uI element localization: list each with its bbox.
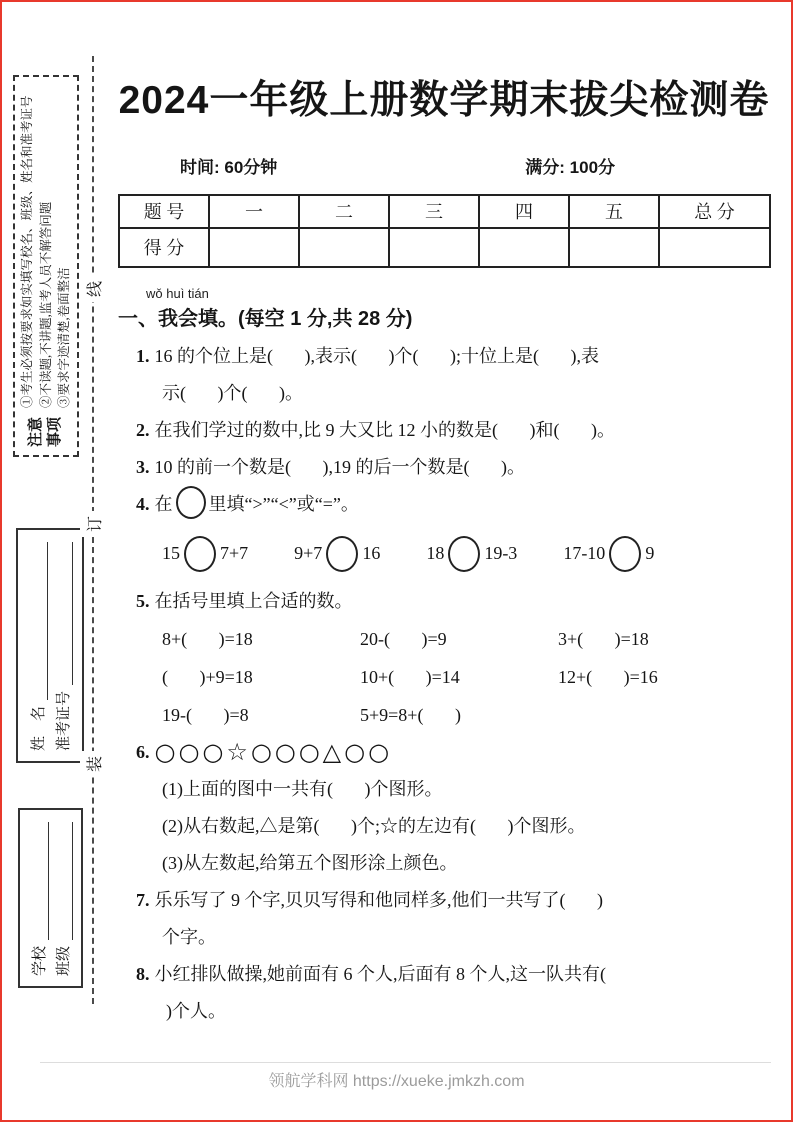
class-fill-line — [52, 822, 73, 976]
school-fill-line — [28, 822, 49, 976]
question-text: 个字。 — [162, 926, 216, 947]
sub-question: (2)从右数起,△是第( )个;☆的左边有( )个图形。 — [162, 815, 586, 836]
question-5 — [136, 583, 770, 734]
question-number: 5. — [136, 590, 150, 611]
binding-char-ding: 订 — [80, 511, 106, 537]
score-cell — [479, 228, 569, 267]
exam-no-blank — [57, 542, 74, 685]
comparison-circle-blank — [176, 486, 206, 519]
comparison-circle-blank — [448, 536, 480, 572]
question-8 — [136, 956, 770, 1030]
class-blank — [57, 822, 74, 940]
score-cell — [209, 228, 299, 267]
full-score: 满分: 100分 — [525, 157, 616, 177]
score-table-header: 总 分 — [659, 195, 770, 228]
comparison-left: 17-10 — [563, 543, 606, 564]
comparison-item — [294, 535, 380, 572]
question-7 — [136, 882, 770, 956]
score-table-score-row — [119, 228, 770, 267]
comparison-left: 9+7 — [294, 543, 323, 564]
question-list — [118, 338, 770, 1030]
score-table-header: 题 号 — [119, 195, 209, 228]
comparison-right: 7+7 — [220, 543, 249, 564]
footer-divider — [40, 1062, 771, 1063]
school-blank — [32, 822, 49, 940]
score-cell — [389, 228, 479, 267]
score-table-header: 五 — [569, 195, 659, 228]
question-text: 10 的前一个数是( ),19 的后一个数是( )。 — [154, 456, 525, 477]
question-1 — [136, 338, 770, 412]
question-6 — [136, 734, 770, 882]
score-table-header: 四 — [479, 195, 569, 228]
score-table-header-row — [119, 195, 770, 228]
name-field-box — [16, 528, 84, 763]
binding-char-zhuang: 装 — [80, 751, 106, 777]
exam-paper — [118, 78, 770, 1030]
question-number: 6. — [136, 741, 150, 762]
time-limit: 时间: 60分钟 — [180, 157, 278, 177]
question-number: 4. — [136, 493, 150, 514]
score-table-header: 二 — [299, 195, 389, 228]
school-field-box — [18, 808, 83, 988]
shape-sequence: ○○○☆○○○△○○ — [154, 737, 393, 766]
score-row-label: 得 分 — [119, 228, 209, 267]
comparison-item — [426, 535, 517, 572]
question-text: )个人。 — [166, 1000, 226, 1021]
footer-site-link[interactable]: 领航学科网 https://xueke.jmkzh.com — [268, 1073, 525, 1090]
name-label: 姓 名 — [30, 705, 47, 751]
comparison-right: 9 — [645, 543, 655, 564]
sub-question: (1)上面的图中一共有( )个图形。 — [162, 778, 443, 799]
question-4 — [136, 486, 770, 578]
question-text: 里填“>”“<”或“=”。 — [208, 493, 359, 514]
question-number: 3. — [136, 456, 150, 477]
comparison-item — [162, 535, 248, 572]
question-number: 1. — [136, 345, 150, 366]
question-number: 2. — [136, 419, 150, 440]
notice-item: ①考生必须按要求如实填写校名、班级、姓名和准考证号 — [19, 95, 34, 408]
comparison-item — [563, 535, 654, 572]
notice-label-line1: 注意 — [28, 416, 45, 447]
score-table-header: 一 — [209, 195, 299, 228]
equation: 20-( )=9 — [360, 628, 447, 649]
question-text: 示( )个( )。 — [162, 382, 303, 403]
question-text: 小红排队做操,她前面有 6 个人,后面有 8 个人,这一队共有( — [154, 963, 606, 984]
question-text: 16 的个位上是( ),表示( )个( );十位上是( ),表 — [154, 345, 599, 366]
exam-info-row — [118, 153, 770, 178]
equation: 12+( )=16 — [558, 666, 658, 687]
comparison-circle-blank — [326, 536, 358, 572]
notice-label-line2: 事项 — [47, 416, 63, 447]
question-text: 在括号里填上合适的数。 — [154, 590, 353, 611]
score-table-header: 三 — [389, 195, 479, 228]
equation-row — [136, 620, 770, 658]
equation-row — [136, 658, 770, 696]
question-3 — [136, 449, 770, 486]
comparison-circle-blank — [609, 536, 641, 572]
comparison-right: 19-3 — [484, 543, 518, 564]
equation: 19-( )=8 — [162, 704, 249, 725]
equation: 10+( )=14 — [360, 666, 460, 687]
sub-question: (3)从左数起,给第五个图形涂上颜色。 — [162, 852, 458, 873]
question-number: 8. — [136, 963, 150, 984]
comparison-right: 16 — [362, 543, 381, 564]
score-cell — [659, 228, 770, 267]
page-title: 2024一年级上册数学期末拔尖检测卷 — [118, 79, 770, 122]
comparison-left: 18 — [426, 543, 445, 564]
class-label: 班级 — [56, 945, 73, 976]
comparison-row — [162, 530, 770, 578]
notice-item: ③要求字迹清楚,卷面整洁 — [57, 267, 72, 408]
equation: ( )+9=18 — [162, 666, 253, 687]
question-number: 7. — [136, 889, 150, 910]
score-cell — [299, 228, 389, 267]
binding-char-xian: 线 — [80, 276, 106, 302]
exam-no-fill-line — [52, 542, 73, 751]
equation: 8+( )=18 — [162, 628, 253, 649]
pinyin-annotation: wǒ huì tián — [146, 285, 209, 301]
notice-label — [27, 417, 65, 447]
equation-row — [136, 696, 770, 734]
notice-box — [13, 75, 79, 457]
question-text: 在 — [154, 493, 173, 514]
question-text: 乐乐写了 9 个字,贝贝写得和他同样多,他们一共写了( ) — [154, 889, 603, 910]
question-2 — [136, 412, 770, 449]
exam-no-label: 准考证号 — [56, 690, 73, 751]
score-cell — [569, 228, 659, 267]
notice-item: ②不读题,不讲题,监考人员不解答问题 — [38, 201, 53, 408]
section-one-heading: 一、我会填。(每空 1 分,共 28 分) — [118, 307, 413, 330]
notice-items — [18, 95, 74, 408]
score-table — [118, 194, 771, 268]
school-label: 学校 — [31, 945, 48, 976]
question-text: 在我们学过的数中,比 9 大又比 12 小的数是( )和( )。 — [154, 419, 615, 440]
name-fill-line — [27, 542, 48, 751]
comparison-circle-blank — [184, 536, 216, 572]
name-blank — [31, 542, 48, 700]
equation: 5+9=8+( ) — [360, 704, 461, 725]
equation: 3+( )=18 — [558, 628, 649, 649]
comparison-left: 15 — [162, 543, 180, 564]
